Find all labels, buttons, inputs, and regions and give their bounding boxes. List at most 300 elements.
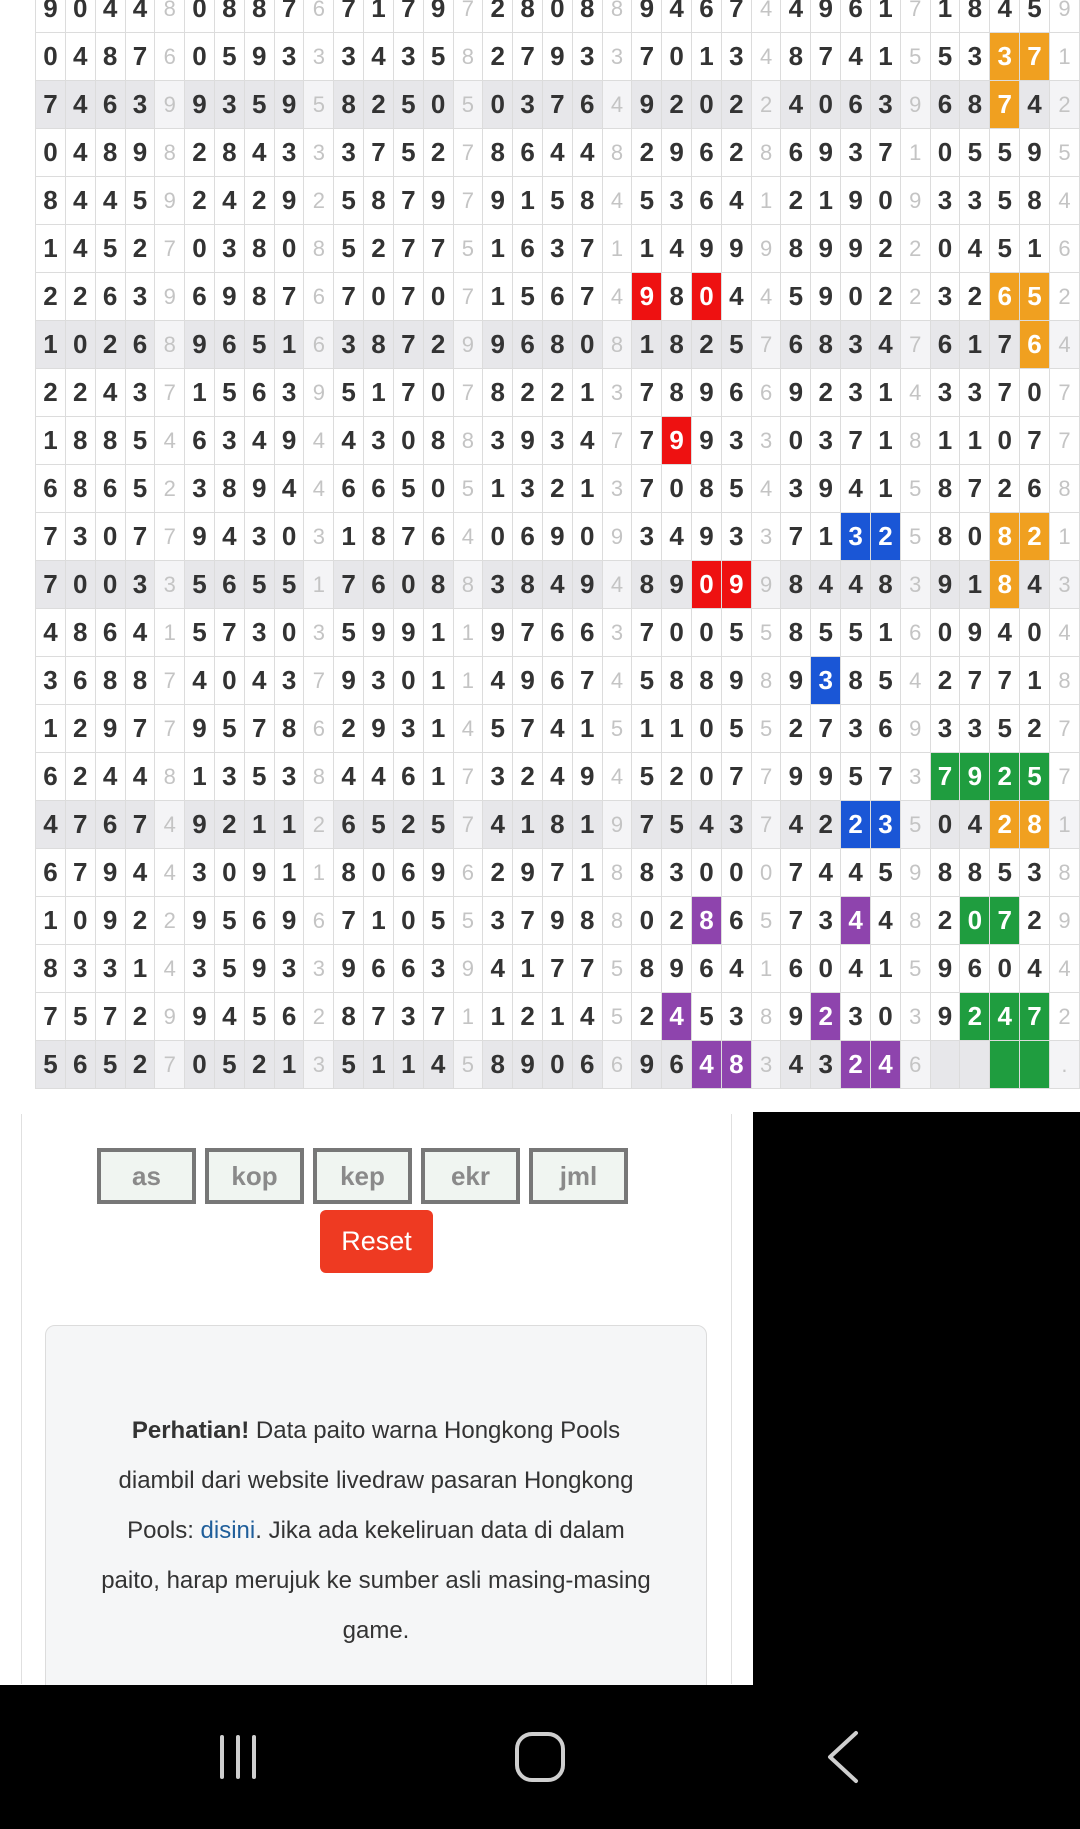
- digit-cell: 5: [36, 1041, 66, 1089]
- separator-cell: 9: [751, 561, 781, 609]
- separator-cell: .: [1049, 1041, 1079, 1089]
- notice-text-1: Data paito warna Hongkong Pools diambil dari website livedraw pasaran Hongkong Pools:: [118, 1417, 634, 1544]
- separator-cell: 5: [453, 225, 483, 273]
- digit-cell: 8: [871, 561, 901, 609]
- digit-cell: 1: [572, 801, 602, 849]
- separator-cell: 7: [453, 177, 483, 225]
- separator-cell: 8: [602, 849, 632, 897]
- separator-cell: 8: [304, 753, 334, 801]
- paito-row: [36, 513, 1080, 561]
- paito-row: [36, 1041, 1080, 1089]
- paito-row: [36, 609, 1080, 657]
- digit-cell: 9: [781, 753, 811, 801]
- digit-cell: 4: [871, 897, 901, 945]
- separator-cell: 7: [155, 513, 185, 561]
- separator-cell: 2: [751, 81, 781, 129]
- digit-cell: 9: [662, 561, 692, 609]
- digit-cell: 7: [781, 513, 811, 561]
- digit-cell: 3: [811, 417, 841, 465]
- digit-cell: 3: [662, 849, 692, 897]
- digit-cell: 7: [871, 753, 901, 801]
- digit-cell: 2: [841, 1041, 871, 1089]
- digit-cell: 4: [662, 513, 692, 561]
- digit-cell: 2: [721, 129, 751, 177]
- digit-cell: 6: [871, 705, 901, 753]
- digit-cell: 8: [65, 417, 95, 465]
- digit-cell: 2: [990, 801, 1020, 849]
- digit-cell: 6: [960, 945, 990, 993]
- home-icon: [512, 1729, 568, 1785]
- digit-cell: 9: [930, 993, 960, 1041]
- digit-cell: 1: [274, 1041, 304, 1089]
- separator-cell: 4: [900, 369, 930, 417]
- digit-cell: 3: [811, 657, 841, 705]
- paito-row: [36, 753, 1080, 801]
- digit-cell: 5: [334, 177, 364, 225]
- digit-cell: 7: [393, 0, 423, 33]
- paito-row: [36, 225, 1080, 273]
- digit-cell: 8: [364, 513, 394, 561]
- digit-cell: 0: [572, 321, 602, 369]
- digit-cell: 3: [721, 513, 751, 561]
- digit-cell: 0: [960, 513, 990, 561]
- digit-cell: 8: [483, 129, 513, 177]
- digit-cell: 1: [871, 945, 901, 993]
- digit-cell: 5: [334, 369, 364, 417]
- digit-cell: 5: [632, 657, 662, 705]
- digit-cell: 9: [1020, 129, 1050, 177]
- digit-cell: 4: [662, 225, 692, 273]
- separator-cell: 3: [304, 1041, 334, 1089]
- digit-cell: 7: [95, 993, 125, 1041]
- digit-cell: 4: [990, 993, 1020, 1041]
- digit-cell: 2: [990, 753, 1020, 801]
- digit-cell: 7: [632, 609, 662, 657]
- digit-cell: 1: [274, 321, 304, 369]
- digit-cell: 0: [692, 753, 722, 801]
- digit-cell: 1: [364, 897, 394, 945]
- digit-cell: 1: [871, 33, 901, 81]
- digit-cell: 1: [572, 849, 602, 897]
- jml-input[interactable]: [529, 1148, 628, 1204]
- digit-cell: 7: [542, 945, 572, 993]
- digit-cell: 2: [1020, 513, 1050, 561]
- separator-cell: 4: [155, 417, 185, 465]
- digit-cell: 4: [781, 801, 811, 849]
- separator-cell: 4: [155, 945, 185, 993]
- digit-cell: 8: [692, 465, 722, 513]
- digit-cell: 3: [721, 417, 751, 465]
- digit-cell: 4: [811, 561, 841, 609]
- digit-cell: 1: [483, 273, 513, 321]
- digit-cell: 1: [930, 417, 960, 465]
- digit-cell: 3: [930, 273, 960, 321]
- digit-cell: 5: [125, 465, 155, 513]
- digit-cell: 0: [214, 657, 244, 705]
- digit-cell: 9: [542, 33, 572, 81]
- digit-cell: 2: [1020, 705, 1050, 753]
- digit-cell: 7: [811, 705, 841, 753]
- separator-cell: 8: [155, 0, 185, 33]
- digit-cell: 2: [214, 801, 244, 849]
- digit-cell: 2: [960, 273, 990, 321]
- separator-cell: 6: [1049, 225, 1079, 273]
- digit-cell: 3: [1020, 849, 1050, 897]
- separator-cell: 9: [304, 369, 334, 417]
- separator-cell: 6: [304, 705, 334, 753]
- digit-cell: 3: [274, 129, 304, 177]
- digit-cell: 8: [632, 561, 662, 609]
- digit-cell: 8: [692, 897, 722, 945]
- digit-cell: 9: [244, 465, 274, 513]
- digit-cell: 8: [781, 33, 811, 81]
- digit-cell: 9: [185, 993, 215, 1041]
- digit-cell: 1: [1020, 225, 1050, 273]
- separator-cell: 6: [900, 609, 930, 657]
- digit-cell: 6: [841, 81, 871, 129]
- digit-cell: 0: [185, 1041, 215, 1089]
- digit-cell: 5: [364, 801, 394, 849]
- digit-cell: 9: [423, 849, 453, 897]
- digit-cell: 8: [513, 0, 543, 33]
- digit-cell: 9: [781, 657, 811, 705]
- digit-cell: 3: [662, 177, 692, 225]
- digit-cell: 0: [1020, 609, 1050, 657]
- digit-cell: 4: [841, 945, 871, 993]
- digit-cell: 6: [65, 657, 95, 705]
- digit-cell: 1: [483, 993, 513, 1041]
- digit-cell: 9: [930, 945, 960, 993]
- digit-cell: 6: [95, 609, 125, 657]
- as-input[interactable]: [97, 1148, 196, 1204]
- digit-cell: 1: [1020, 657, 1050, 705]
- separator-cell: 1: [304, 561, 334, 609]
- digit-cell: 0: [274, 225, 304, 273]
- digit-cell: 0: [423, 273, 453, 321]
- separator-cell: 6: [155, 33, 185, 81]
- separator-cell: 4: [155, 849, 185, 897]
- digit-cell: 4: [662, 993, 692, 1041]
- digit-cell: 7: [36, 993, 66, 1041]
- digit-cell: 0: [483, 513, 513, 561]
- separator-cell: 9: [602, 513, 632, 561]
- recent-apps-button[interactable]: [158, 1685, 318, 1829]
- separator-cell: 5: [304, 81, 334, 129]
- digit-cell: 5: [65, 993, 95, 1041]
- digit-cell: 3: [811, 1041, 841, 1089]
- digit-cell: 7: [36, 561, 66, 609]
- digit-cell: 1: [513, 177, 543, 225]
- separator-cell: 9: [751, 225, 781, 273]
- separator-cell: 3: [602, 609, 632, 657]
- digit-cell: 5: [393, 129, 423, 177]
- ekr-input[interactable]: [421, 1148, 520, 1204]
- digit-cell: 4: [214, 177, 244, 225]
- separator-cell: 6: [304, 321, 334, 369]
- digit-cell: 8: [95, 417, 125, 465]
- digit-cell: 2: [871, 225, 901, 273]
- separator-cell: 9: [1049, 897, 1079, 945]
- digit-cell: 6: [692, 177, 722, 225]
- digit-cell: 4: [662, 0, 692, 33]
- separator-cell: 6: [453, 849, 483, 897]
- separator-cell: 8: [900, 417, 930, 465]
- paito-table: [35, 0, 1080, 1089]
- digit-cell: 6: [513, 321, 543, 369]
- separator-cell: 7: [751, 801, 781, 849]
- calculator-inputs: [97, 1148, 628, 1204]
- digit-cell: 2: [244, 1041, 274, 1089]
- back-button[interactable]: [763, 1685, 923, 1829]
- digit-cell: 6: [125, 321, 155, 369]
- separator-cell: 4: [602, 273, 632, 321]
- black-area: [753, 1112, 1080, 1685]
- digit-cell: 8: [781, 609, 811, 657]
- digit-cell: 4: [721, 177, 751, 225]
- digit-cell: 3: [930, 705, 960, 753]
- notice-heading: Perhatian!: [131, 1417, 250, 1444]
- digit-cell: 8: [960, 849, 990, 897]
- digit-cell: 1: [274, 849, 304, 897]
- digit-cell: 5: [334, 609, 364, 657]
- digit-cell: 9: [632, 0, 662, 33]
- digit-cell: 3: [364, 657, 394, 705]
- digit-cell: 3: [185, 945, 215, 993]
- digit-cell: 2: [960, 993, 990, 1041]
- digit-cell: 8: [483, 369, 513, 417]
- digit-cell: 6: [542, 273, 572, 321]
- digit-cell: 4: [95, 0, 125, 33]
- digit-cell: 3: [841, 321, 871, 369]
- separator-cell: 0: [751, 849, 781, 897]
- paito-row: [36, 849, 1080, 897]
- digit-cell: [990, 1041, 1020, 1089]
- paito-row: [36, 177, 1080, 225]
- digit-cell: 6: [513, 129, 543, 177]
- digit-cell: 2: [125, 993, 155, 1041]
- digit-cell: 1: [423, 753, 453, 801]
- separator-cell: 9: [900, 849, 930, 897]
- separator-cell: 3: [751, 417, 781, 465]
- separator-cell: 5: [900, 465, 930, 513]
- kep-input[interactable]: [313, 1148, 412, 1204]
- digit-cell: 0: [95, 513, 125, 561]
- paito-row: [36, 993, 1080, 1041]
- digit-cell: 5: [214, 33, 244, 81]
- separator-cell: 2: [900, 225, 930, 273]
- digit-cell: 9: [692, 369, 722, 417]
- digit-cell: 2: [36, 273, 66, 321]
- digit-cell: 2: [811, 801, 841, 849]
- digit-cell: 8: [125, 657, 155, 705]
- digit-cell: 9: [185, 897, 215, 945]
- digit-cell: 7: [364, 129, 394, 177]
- separator-cell: 1: [1049, 513, 1079, 561]
- digit-cell: 4: [960, 225, 990, 273]
- digit-cell: 7: [572, 945, 602, 993]
- digit-cell: 4: [185, 657, 215, 705]
- digit-cell: 7: [781, 849, 811, 897]
- digit-cell: 7: [393, 321, 423, 369]
- separator-cell: 1: [453, 657, 483, 705]
- digit-cell: 2: [632, 129, 662, 177]
- digit-cell: 9: [811, 129, 841, 177]
- digit-cell: 7: [513, 33, 543, 81]
- digit-cell: 4: [781, 81, 811, 129]
- digit-cell: 3: [960, 33, 990, 81]
- digit-cell: 8: [542, 321, 572, 369]
- digit-cell: 2: [483, 33, 513, 81]
- digit-cell: 2: [811, 993, 841, 1041]
- digit-cell: 7: [841, 417, 871, 465]
- separator-cell: 1: [751, 945, 781, 993]
- digit-cell: 9: [811, 225, 841, 273]
- digit-cell: 4: [244, 657, 274, 705]
- digit-cell: 9: [274, 177, 304, 225]
- separator-cell: 7: [1049, 753, 1079, 801]
- paito-row: [36, 0, 1080, 33]
- digit-cell: 4: [572, 417, 602, 465]
- digit-cell: 1: [185, 753, 215, 801]
- separator-cell: 4: [453, 513, 483, 561]
- digit-cell: 8: [960, 81, 990, 129]
- digit-cell: 3: [274, 945, 304, 993]
- separator-cell: 2: [304, 993, 334, 1041]
- digit-cell: 7: [1020, 33, 1050, 81]
- digit-cell: 1: [364, 369, 394, 417]
- digit-cell: 1: [513, 945, 543, 993]
- digit-cell: 3: [811, 897, 841, 945]
- digit-cell: 8: [214, 465, 244, 513]
- digit-cell: 1: [513, 801, 543, 849]
- digit-cell: 7: [930, 753, 960, 801]
- digit-cell: 3: [334, 129, 364, 177]
- digit-cell: 2: [662, 81, 692, 129]
- digit-cell: 6: [930, 321, 960, 369]
- digit-cell: 7: [811, 33, 841, 81]
- digit-cell: 4: [65, 33, 95, 81]
- digit-cell: 0: [871, 177, 901, 225]
- digit-cell: 4: [542, 753, 572, 801]
- paito-row: [36, 897, 1080, 945]
- digit-cell: 4: [572, 129, 602, 177]
- digit-cell: 8: [364, 321, 394, 369]
- digit-cell: 9: [692, 513, 722, 561]
- digit-cell: 5: [990, 849, 1020, 897]
- digit-cell: 1: [36, 417, 66, 465]
- digit-cell: 6: [334, 465, 364, 513]
- reset-button[interactable]: Reset: [320, 1210, 433, 1273]
- digit-cell: 7: [632, 369, 662, 417]
- source-link[interactable]: disini: [200, 1517, 256, 1544]
- separator-cell: 7: [602, 417, 632, 465]
- digit-cell: 3: [334, 33, 364, 81]
- digit-cell: 7: [65, 849, 95, 897]
- digit-cell: 9: [95, 705, 125, 753]
- paito-row: [36, 33, 1080, 81]
- separator-cell: 1: [751, 177, 781, 225]
- separator-cell: 8: [751, 657, 781, 705]
- digit-cell: 3: [125, 369, 155, 417]
- digit-cell: 9: [274, 81, 304, 129]
- digit-cell: 3: [871, 801, 901, 849]
- digit-cell: 7: [990, 321, 1020, 369]
- digit-cell: 1: [36, 705, 66, 753]
- digit-cell: 6: [95, 465, 125, 513]
- digit-cell: 8: [692, 657, 722, 705]
- digit-cell: 4: [244, 417, 274, 465]
- digit-cell: 5: [692, 993, 722, 1041]
- separator-cell: 4: [453, 705, 483, 753]
- digit-cell: 1: [930, 0, 960, 33]
- home-button[interactable]: [460, 1685, 620, 1829]
- digit-cell: 6: [214, 321, 244, 369]
- digit-cell: 9: [632, 1041, 662, 1089]
- digit-cell: 5: [185, 609, 215, 657]
- digit-cell: 2: [542, 465, 572, 513]
- digit-cell: 9: [841, 225, 871, 273]
- digit-cell: 1: [572, 705, 602, 753]
- separator-cell: 3: [1049, 561, 1079, 609]
- digit-cell: 5: [274, 561, 304, 609]
- digit-cell: 2: [95, 321, 125, 369]
- separator-cell: 3: [602, 33, 632, 81]
- separator-cell: 7: [453, 273, 483, 321]
- digit-cell: 8: [95, 129, 125, 177]
- digit-cell: 1: [662, 705, 692, 753]
- separator-cell: 8: [453, 561, 483, 609]
- digit-cell: 5: [334, 1041, 364, 1089]
- digit-cell: 0: [692, 561, 722, 609]
- digit-cell: 0: [65, 561, 95, 609]
- digit-cell: 6: [393, 945, 423, 993]
- digit-cell: 3: [960, 177, 990, 225]
- digit-cell: 1: [125, 945, 155, 993]
- digit-cell: 4: [871, 321, 901, 369]
- digit-cell: 9: [483, 321, 513, 369]
- digit-cell: 7: [632, 417, 662, 465]
- digit-cell: [930, 1041, 960, 1089]
- digit-cell: 6: [274, 993, 304, 1041]
- digit-cell: 3: [244, 609, 274, 657]
- digit-cell: 6: [781, 945, 811, 993]
- digit-cell: 7: [632, 33, 662, 81]
- digit-cell: 2: [662, 897, 692, 945]
- digit-cell: 0: [214, 849, 244, 897]
- digit-cell: 4: [334, 753, 364, 801]
- digit-cell: 9: [781, 369, 811, 417]
- digit-cell: 7: [334, 273, 364, 321]
- paito-row: [36, 657, 1080, 705]
- kop-input[interactable]: [205, 1148, 304, 1204]
- digit-cell: 6: [841, 0, 871, 33]
- digit-cell: 2: [841, 801, 871, 849]
- digit-cell: 4: [542, 561, 572, 609]
- digit-cell: 3: [185, 465, 215, 513]
- separator-cell: 8: [602, 0, 632, 33]
- separator-cell: 8: [751, 993, 781, 1041]
- separator-cell: 3: [900, 753, 930, 801]
- digit-cell: 9: [781, 993, 811, 1041]
- digit-cell: 7: [871, 129, 901, 177]
- digit-cell: 6: [334, 801, 364, 849]
- paito-row: [36, 945, 1080, 993]
- digit-cell: 4: [214, 513, 244, 561]
- digit-cell: 8: [572, 897, 602, 945]
- digit-cell: 7: [393, 225, 423, 273]
- digit-cell: 7: [632, 801, 662, 849]
- digit-cell: 0: [423, 81, 453, 129]
